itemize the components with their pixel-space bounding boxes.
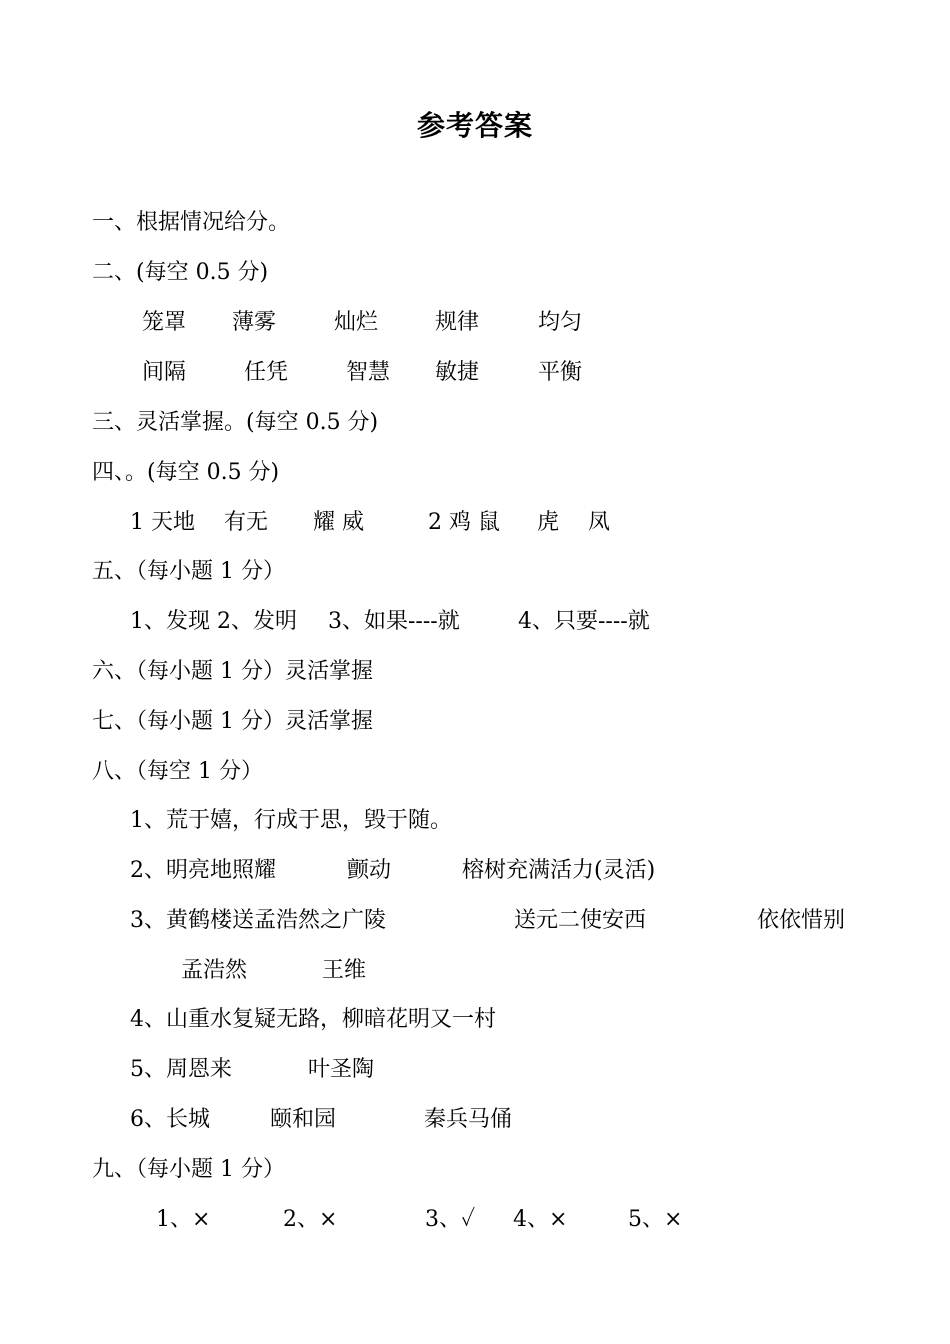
s8-item: 叶圣陶: [308, 1057, 375, 1082]
s8-item: 1、荒于嬉，行成于思，毁于随。: [130, 808, 452, 833]
s8-item: 颤动: [347, 858, 392, 883]
s9-item: 2、×: [283, 1207, 338, 1232]
s2-word: 笼罩: [142, 310, 187, 335]
s8-item: 秦兵马俑: [424, 1107, 513, 1132]
s2-word: 间隔: [142, 360, 187, 385]
s2-word: 智慧: [346, 360, 391, 385]
s4-item: 凤: [588, 510, 611, 535]
section-2-heading: 二、(每空 0.5 分): [92, 260, 269, 285]
s8-item: 送元二使安西: [514, 908, 647, 933]
s8-item: 依依惜别: [757, 908, 846, 933]
s8-item: 颐和园: [270, 1107, 337, 1132]
s9-item: 4、×: [513, 1207, 568, 1232]
page-title: 参考答案: [416, 109, 533, 142]
section-5-heading: 五、（每小题 1 分）: [92, 559, 285, 584]
s8-item: 2、明亮地照耀: [130, 858, 276, 883]
s2-word: 规律: [435, 310, 480, 335]
s4-item: 虎: [537, 510, 560, 535]
s8-item: 孟浩然: [181, 958, 248, 983]
section-7: 七、（每小题 1 分）灵活掌握: [92, 709, 373, 734]
s4-item: 1 天地: [130, 510, 195, 535]
section-8-heading: 八、（每空 1 分）: [92, 759, 263, 784]
s9-item: 1、×: [156, 1207, 211, 1232]
s4-item: 有无: [224, 510, 269, 535]
s8-item: 6、长城: [130, 1107, 210, 1132]
s9-item: 3、✓: [425, 1207, 476, 1232]
s2-word: 灿烂: [334, 310, 379, 335]
s2-word: 薄雾: [232, 310, 277, 335]
section-4-heading: 四、。(每空 0.5 分): [92, 460, 280, 485]
s4-item: 2 鸡 鼠: [428, 510, 500, 535]
s5-item: 4、只要----就: [518, 609, 650, 634]
s8-item: 5、周恩来: [130, 1057, 232, 1082]
section-1: 一、根据情况给分。: [92, 210, 291, 235]
s5-item: 3、如果----就: [328, 609, 460, 634]
s8-item: 3、黄鹤楼送孟浩然之广陵: [130, 908, 386, 933]
s5-item: 1、发现 2、发明: [130, 609, 297, 634]
s2-word: 均匀: [538, 310, 583, 335]
section-9-heading: 九、（每小题 1 分）: [92, 1157, 285, 1182]
s2-word: 任凭: [244, 360, 289, 385]
s8-item: 榕树充满活力(灵活): [462, 858, 656, 883]
section-6: 六、（每小题 1 分）灵活掌握: [92, 659, 373, 684]
s8-item: 王维: [322, 958, 367, 983]
section-3: 三、灵活掌握。(每空 0.5 分): [92, 410, 379, 435]
s2-word: 敏捷: [435, 360, 480, 385]
s9-item: 5、×: [628, 1207, 683, 1232]
s8-item: 4、山重水复疑无路，柳暗花明又一村: [130, 1007, 496, 1032]
s4-item: 耀 威: [313, 510, 364, 535]
s2-word: 平衡: [538, 360, 583, 385]
